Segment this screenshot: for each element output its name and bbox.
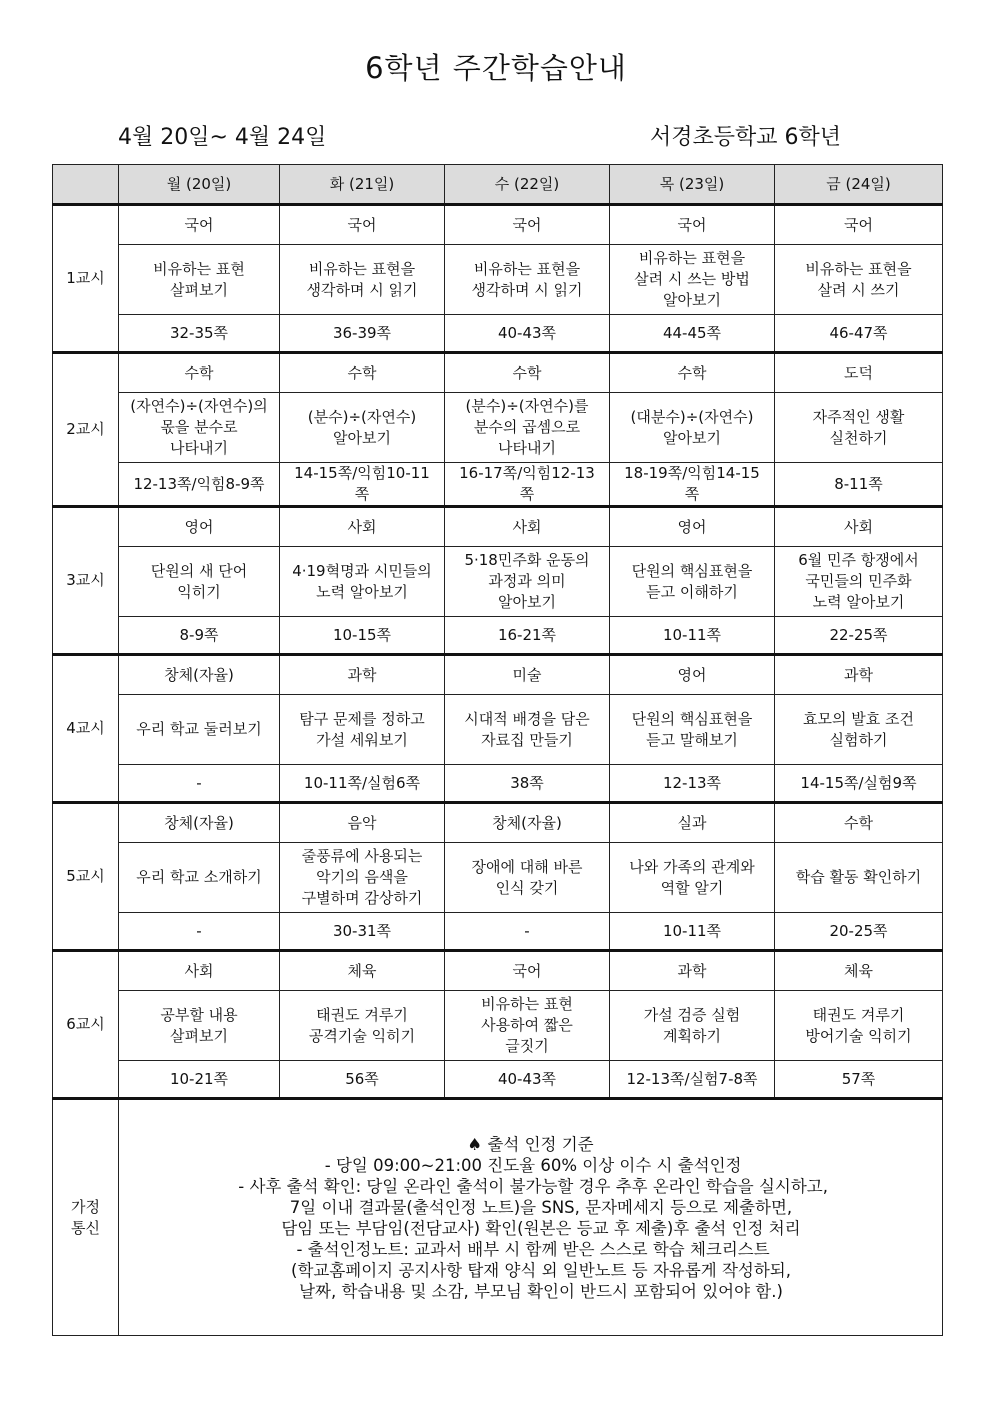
header-blank-cell bbox=[53, 165, 119, 205]
page-range-cell: 20-25쪽 bbox=[775, 913, 943, 951]
subject-cell: 창체(자율) bbox=[119, 803, 280, 843]
lesson-content-cell: (분수)÷(자연수) 알아보기 bbox=[280, 393, 445, 463]
subject-cell: 수학 bbox=[280, 353, 445, 393]
page-range-cell: 10-11쪽 bbox=[610, 913, 775, 951]
page-range-cell: 56쪽 bbox=[280, 1061, 445, 1099]
page-range-cell: 12-13쪽/익힘8-9쪽 bbox=[119, 463, 280, 507]
lesson-content-cell: 효모의 발효 조건 실험하기 bbox=[775, 695, 943, 765]
page-range-cell: 14-15쪽/익힘10-11 쪽 bbox=[280, 463, 445, 507]
subject-cell: 과학 bbox=[775, 655, 943, 695]
lesson-content-cell: 공부할 내용 살펴보기 bbox=[119, 991, 280, 1061]
notice-line: 담임 또는 부담임(전담교사) 확인(원본은 등교 후 제출)후 출석 인정 처리 bbox=[260, 1218, 801, 1238]
page-range-cell: 40-43쪽 bbox=[445, 315, 610, 353]
page-range-cell: 10-11쪽/실험6쪽 bbox=[280, 765, 445, 803]
page-range-cell: 40-43쪽 bbox=[445, 1061, 610, 1099]
period-label: 2교시 bbox=[53, 353, 119, 507]
day-header: 수 (22일) bbox=[445, 165, 610, 205]
page-range-cell: - bbox=[445, 913, 610, 951]
subject-cell: 사회 bbox=[445, 507, 610, 547]
lesson-content-cell: 장애에 대해 바른 인식 갖기 bbox=[445, 843, 610, 913]
lesson-content-cell: 시대적 배경을 담은 자료집 만들기 bbox=[445, 695, 610, 765]
subject-cell: 국어 bbox=[445, 205, 610, 245]
notice-line: - 당일 09:00~21:00 진도율 60% 이상 이수 시 출석인정 bbox=[319, 1155, 742, 1175]
page-range-cell: 12-13쪽 bbox=[610, 765, 775, 803]
lesson-content-cell: 단원의 핵심표현을 듣고 이해하기 bbox=[610, 547, 775, 617]
lesson-content-cell: 학습 활동 확인하기 bbox=[775, 843, 943, 913]
lesson-content-cell: 자주적인 생활 실천하기 bbox=[775, 393, 943, 463]
page-range-cell: 10-15쪽 bbox=[280, 617, 445, 655]
page-range-cell: 16-21쪽 bbox=[445, 617, 610, 655]
lesson-content-cell: (대분수)÷(자연수) 알아보기 bbox=[610, 393, 775, 463]
page-title: 6학년 주간학습안내 bbox=[365, 51, 627, 85]
day-header: 월 (20일) bbox=[119, 165, 280, 205]
subject-cell: 사회 bbox=[775, 507, 943, 547]
subject-cell: 수학 bbox=[445, 353, 610, 393]
page-range-cell: - bbox=[119, 765, 280, 803]
subject-cell: 수학 bbox=[610, 353, 775, 393]
subject-cell: 영어 bbox=[610, 507, 775, 547]
subject-cell: 국어 bbox=[119, 205, 280, 245]
lesson-content-cell: 6월 민주 항쟁에서 국민들의 민주화 노력 알아보기 bbox=[775, 547, 943, 617]
notice-line: ♠ 출석 인정 기준 bbox=[467, 1134, 594, 1154]
page-range-cell: 38쪽 bbox=[445, 765, 610, 803]
page-range-cell: 18-19쪽/익힘14-15 쪽 bbox=[610, 463, 775, 507]
subject-cell: 과학 bbox=[610, 951, 775, 991]
subject-cell: 미술 bbox=[445, 655, 610, 695]
page-range-cell: 22-25쪽 bbox=[775, 617, 943, 655]
subject-cell: 사회 bbox=[119, 951, 280, 991]
subject-cell: 사회 bbox=[280, 507, 445, 547]
lesson-content-cell: 단원의 핵심표현을 듣고 말해보기 bbox=[610, 695, 775, 765]
day-header: 화 (21일) bbox=[280, 165, 445, 205]
subject-cell: 과학 bbox=[280, 655, 445, 695]
lesson-content-cell: 비유하는 표현을 살려 시 쓰는 방법 알아보기 bbox=[610, 245, 775, 315]
weekly-schedule-table bbox=[52, 164, 943, 1336]
page-range-cell: 8-9쪽 bbox=[119, 617, 280, 655]
lesson-content-cell: 비유하는 표현을 생각하며 시 읽기 bbox=[280, 245, 445, 315]
date-range: 4월 20일~ 4월 24일 bbox=[118, 125, 327, 150]
day-header: 목 (23일) bbox=[610, 165, 775, 205]
subject-cell: 실과 bbox=[610, 803, 775, 843]
lesson-content-cell: 태권도 겨루기 공격기술 익히기 bbox=[280, 991, 445, 1061]
subject-cell: 수학 bbox=[775, 803, 943, 843]
notice-line: 7일 이내 결과물(출석인정 노트)을 SNS, 문자메세지 등으로 제출하면, bbox=[268, 1197, 793, 1217]
page-range-cell: 30-31쪽 bbox=[280, 913, 445, 951]
period-label: 3교시 bbox=[53, 507, 119, 655]
subject-cell: 국어 bbox=[280, 205, 445, 245]
subject-cell: 영어 bbox=[610, 655, 775, 695]
page-range-cell: 12-13쪽/실험7-8쪽 bbox=[610, 1061, 775, 1099]
notice-line: - 출석인정노트: 교과서 배부 시 함께 받은 스스로 학습 체크리스트 bbox=[291, 1239, 770, 1259]
page-range-cell: - bbox=[119, 913, 280, 951]
subject-cell: 체육 bbox=[280, 951, 445, 991]
page-range-cell: 44-45쪽 bbox=[610, 315, 775, 353]
subject-cell: 영어 bbox=[119, 507, 280, 547]
subject-cell: 수학 bbox=[119, 353, 280, 393]
lesson-content-cell: 4·19혁명과 시민들의 노력 알아보기 bbox=[280, 547, 445, 617]
page-range-cell: 14-15쪽/실험9쪽 bbox=[775, 765, 943, 803]
period-label: 1교시 bbox=[53, 205, 119, 353]
lesson-content-cell: 비유하는 표현을 살려 시 쓰기 bbox=[775, 245, 943, 315]
subject-cell: 창체(자율) bbox=[445, 803, 610, 843]
page-range-cell: 8-11쪽 bbox=[775, 463, 943, 507]
subject-cell: 국어 bbox=[610, 205, 775, 245]
lesson-content-cell: 우리 학교 소개하기 bbox=[119, 843, 280, 913]
notice-line: (학교홈페이지 공지사항 탑재 양식 외 일반노트 등 자유롭게 작성하되, bbox=[270, 1260, 791, 1280]
page-range-cell: 16-17쪽/익힘12-13 쪽 bbox=[445, 463, 610, 507]
lesson-content-cell: 비유하는 표현 사용하여 짧은 글짓기 bbox=[445, 991, 610, 1061]
lesson-content-cell: 비유하는 표현 살펴보기 bbox=[119, 245, 280, 315]
lesson-content-cell: 5·18민주화 운동의 과정과 의미 알아보기 bbox=[445, 547, 610, 617]
lesson-content-cell: 탐구 문제를 정하고 가설 세워보기 bbox=[280, 695, 445, 765]
page-range-cell: 32-35쪽 bbox=[119, 315, 280, 353]
period-label: 5교시 bbox=[53, 803, 119, 951]
subject-cell: 도덕 bbox=[775, 353, 943, 393]
lesson-content-cell: (자연수)÷(자연수)의 몫을 분수로 나타내기 bbox=[119, 393, 280, 463]
subject-cell: 창체(자율) bbox=[119, 655, 280, 695]
lesson-content-cell: 나와 가족의 관계와 역할 알기 bbox=[610, 843, 775, 913]
lesson-content-cell: (분수)÷(자연수)를 분수의 곱셈으로 나타내기 bbox=[445, 393, 610, 463]
notice-line: - 사후 출석 확인: 당일 온라인 출석이 불가능할 경우 추후 온라인 학습을 실시하고, bbox=[233, 1176, 828, 1196]
page-range-cell: 10-21쪽 bbox=[119, 1061, 280, 1099]
lesson-content-cell: 비유하는 표현을 생각하며 시 읽기 bbox=[445, 245, 610, 315]
lesson-content-cell: 태권도 겨루기 방어기술 익히기 bbox=[775, 991, 943, 1061]
lesson-content-cell: 단원의 새 단어 익히기 bbox=[119, 547, 280, 617]
notice-line: 날짜, 학습내용 및 소감, 부모님 확인이 반드시 포함되어 있어야 함.) bbox=[278, 1281, 783, 1301]
page-range-cell: 46-47쪽 bbox=[775, 315, 943, 353]
page-range-cell: 57쪽 bbox=[775, 1061, 943, 1099]
day-header: 금 (24일) bbox=[775, 165, 943, 205]
subject-cell: 국어 bbox=[775, 205, 943, 245]
period-label: 4교시 bbox=[53, 655, 119, 803]
period-label: 6교시 bbox=[53, 951, 119, 1099]
page-range-cell: 10-11쪽 bbox=[610, 617, 775, 655]
subject-cell: 체육 bbox=[775, 951, 943, 991]
page-range-cell: 36-39쪽 bbox=[280, 315, 445, 353]
lesson-content-cell: 우리 학교 둘러보기 bbox=[119, 695, 280, 765]
attendance-notice bbox=[119, 1099, 943, 1336]
school-name: 서경초등학교 6학년 bbox=[650, 125, 842, 150]
lesson-content-cell: 가설 검증 실험 계획하기 bbox=[610, 991, 775, 1061]
subject-cell: 음악 bbox=[280, 803, 445, 843]
lesson-content-cell: 줄풍류에 사용되는 악기의 음색을 구별하며 감상하기 bbox=[280, 843, 445, 913]
home-notice-label: 가정 통신 bbox=[53, 1099, 119, 1336]
subject-cell: 국어 bbox=[445, 951, 610, 991]
